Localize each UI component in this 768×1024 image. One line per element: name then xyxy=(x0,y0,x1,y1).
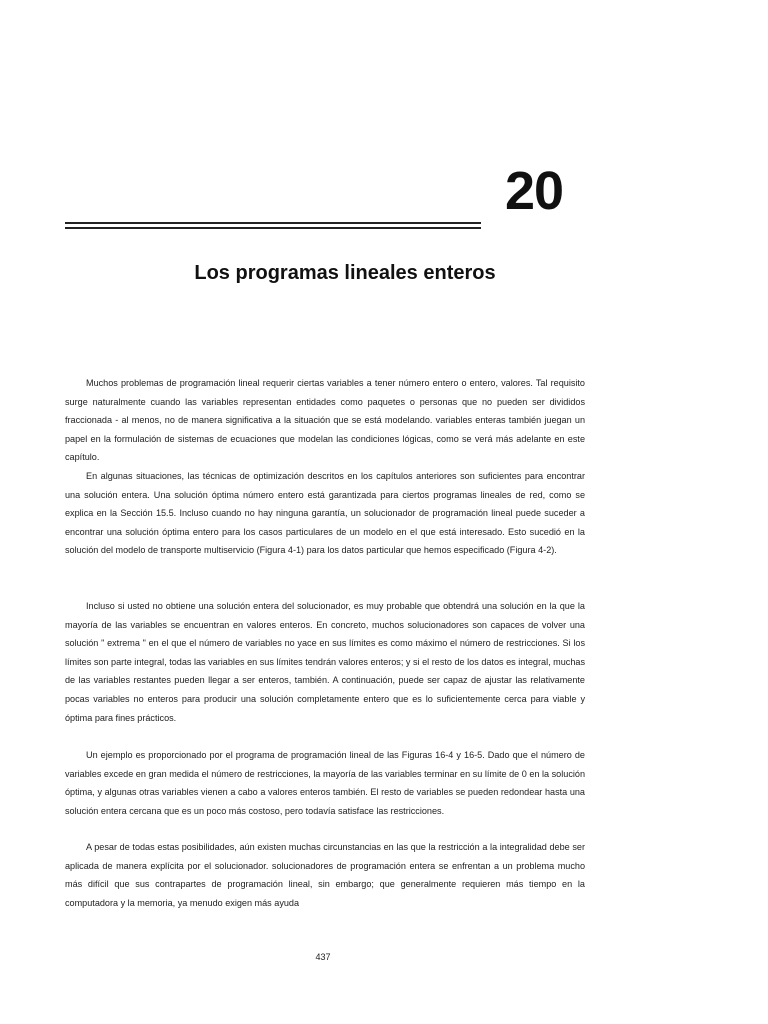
chapter-rule-top xyxy=(65,222,481,224)
chapter-rule-bottom xyxy=(65,227,481,229)
paragraph: Incluso si usted no obtiene una solución entera del solucionador, es muy probable que obtendrá una solución en la que la mayoría de las variables se encuentran en valores enteros. En concreto, muchos solucionadores son capaces de volver una solución " extrema " en el que el número de variables no yace en sus límites es como máximo el número de restricciones. Si los límites son parte integral, todas las variables en sus límites tendrán valores enteros; y si el resto de los datos es integral, muchas de las variables restantes pueden llegar a ser enteros, también. A continuación, puede ser capaz de ajustar las relativamente pocas variables no enteros para producir una solución completamente entero que es lo suficientemente cerca para viable y óptima para fines prácticos. xyxy=(65,601,585,723)
paragraph: Muchos problemas de programación lineal requerir ciertas variables a tener número entero o entero, valores. Tal requisito surge naturalmente cuando las variables representan entidades como paquetes o personas que no pueden ser divididos fraccionada - al menos, no de manera significativa a la situación que se está modelando. variables enteras también juegan un papel en la formulación de sistemas de ecuaciones que modelan las condiciones lógicas, como se verá más adelante en este capítulo. xyxy=(65,378,585,463)
paragraph: A pesar de todas estas posibilidades, aún existen muchas circunstancias en las que la restricción a la integralidad debe ser aplicada de manera explícita por el solucionador. solucionadores de programación entera se enfrentan a un problema mucho más difícil que sus contrapartes de programación lineal, sin embargo; que generalmente requieren más tiempo en la computadora y la memoria, ya menudo exigen más ayuda xyxy=(65,842,585,908)
chapter-number: 20 xyxy=(505,161,564,221)
paragraph: En algunas situaciones, las técnicas de optimización descritos en los capítulos anteriores son suficientes para encontrar una solución entera. Una solución óptima número entero está garantizada para ciertos programas lineales de red, como se explica en la Sección 15.5. Incluso cuando no hay ninguna garantía, un solucionador de programación lineal puede suceder a encontrar una solución óptima entero para los casos particulares de un modelo en el que está interesado. Esto sucedió en la solución del modelo de transporte multiservicio (Figura 4-1) para los datos particular que hemos especificado (Figura 4-2). xyxy=(65,471,585,556)
page-number: 437 xyxy=(315,952,331,962)
paragraph: Un ejemplo es proporcionado por el programa de programación lineal de las Figuras 16-4 y 16-5. Dado que el número de variables excede en gran medida el número de restricciones, la mayoría de las variables terminar en su límite de 0 en la solución óptima, y algunas otras variables vienen a cabo a valores enteros también. El resto de variables se pueden redondear hasta una solución entera cercana que es un poco más costoso, pero todavía satisface las restricciones. xyxy=(65,750,585,816)
chapter-title: Los programas lineales enteros xyxy=(194,262,496,284)
